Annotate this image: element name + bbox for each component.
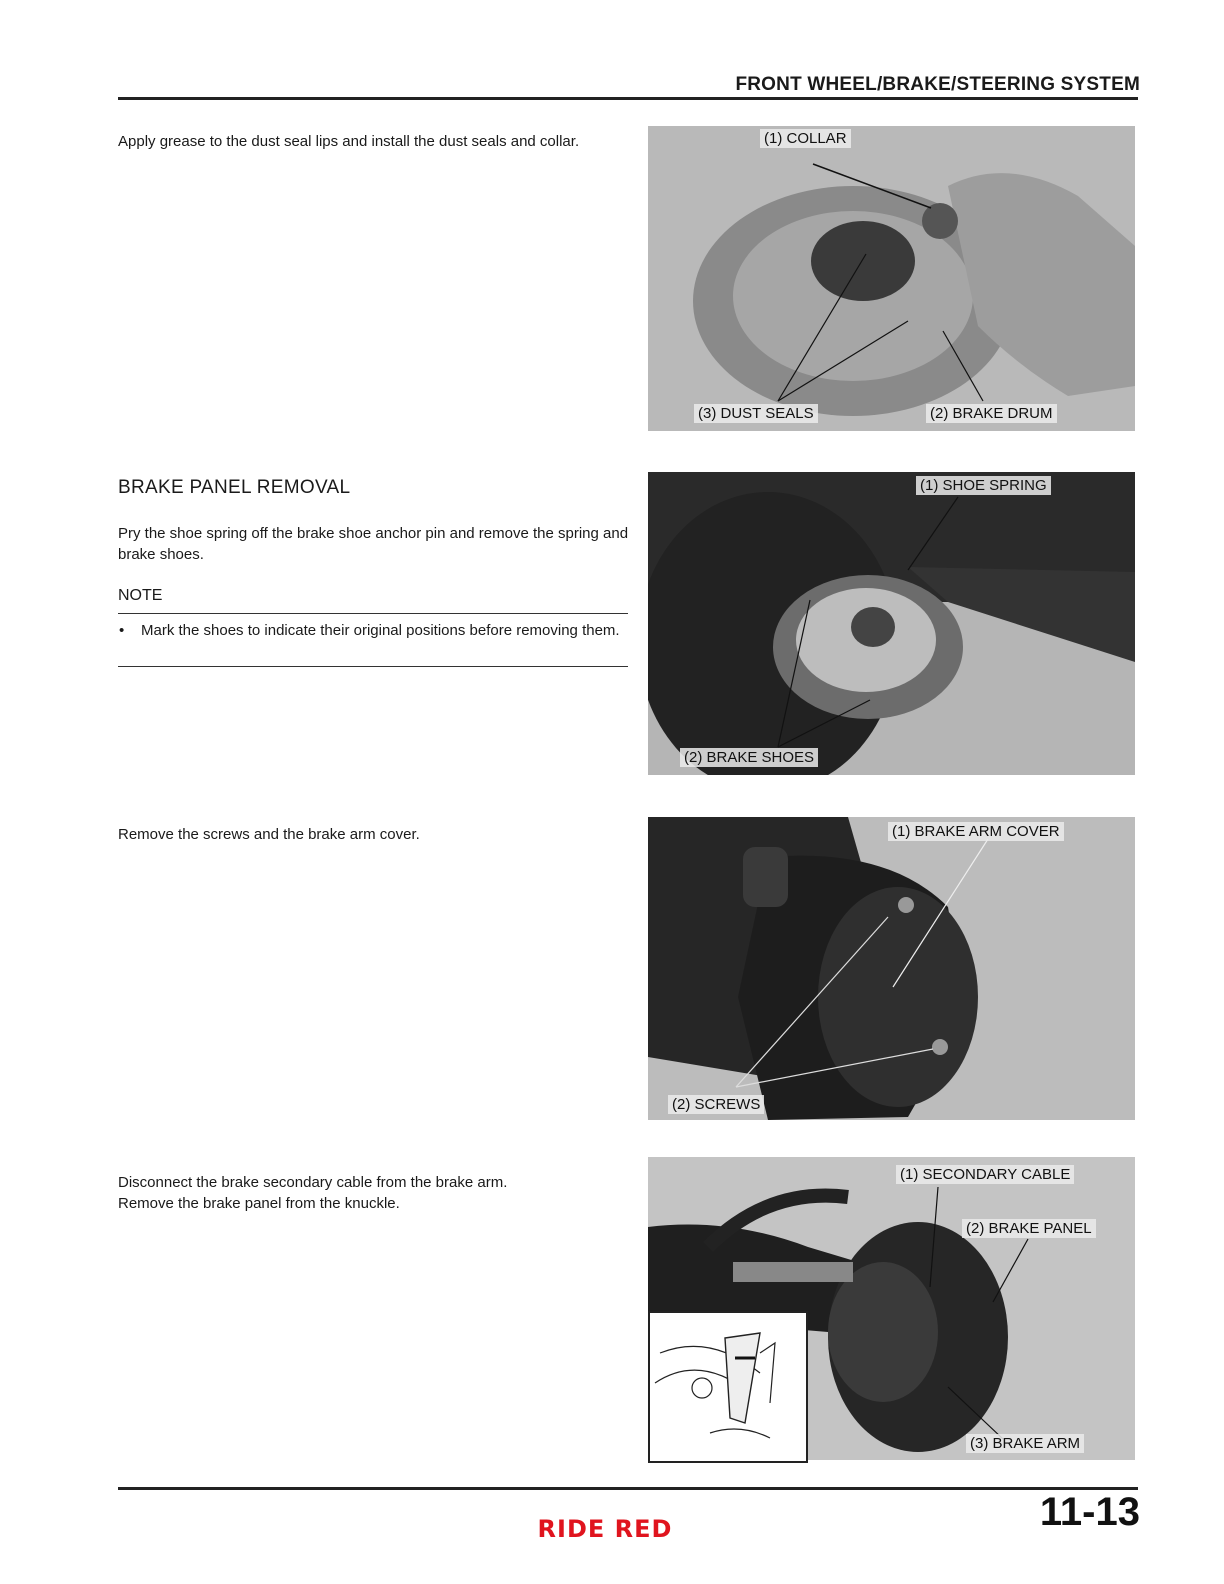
callout-dust-seals: (3) DUST SEALS xyxy=(694,404,818,423)
step-1-text: Apply grease to the dust seal lips and install the dust seals and collar. xyxy=(118,133,580,150)
ride-red-logo: RIDE RED xyxy=(537,1515,673,1543)
callout-shoe-spring: (1) SHOE SPRING xyxy=(916,476,1051,495)
step-3-text: Remove the screws and the brake arm cover. xyxy=(118,826,420,843)
callout-collar: (1) COLLAR xyxy=(760,129,851,148)
callout-brake-panel: (2) BRAKE PANEL xyxy=(962,1219,1096,1238)
brake-arm-detail-inset xyxy=(648,1311,808,1463)
callout-brake-shoes: (2) BRAKE SHOES xyxy=(680,748,818,767)
callout-brake-drum: (2) BRAKE DRUM xyxy=(926,404,1057,423)
header-rule xyxy=(118,97,1138,100)
note-text: Mark the shoes to indicate their original positions before removing them. xyxy=(141,622,620,639)
section-title: FRONT WHEEL/BRAKE/STEERING SYSTEM xyxy=(735,74,1140,95)
step-4-text-line-1: Disconnect the brake secondary cable from the brake arm. xyxy=(118,1174,508,1191)
brake-shoes-illustration xyxy=(648,472,1135,775)
brake-arm-line-drawing xyxy=(650,1313,806,1461)
note-label: NOTE xyxy=(118,587,163,604)
step-2-text: Pry the shoe spring off the brake shoe anchor pin and remove the spring and brake shoes. xyxy=(118,525,629,563)
page-number: 11-13 xyxy=(1039,1490,1140,1534)
brake-drum-illustration xyxy=(648,126,1135,431)
brake-arm-cover-illustration xyxy=(648,817,1135,1120)
callout-brake-arm-cover: (1) BRAKE ARM COVER xyxy=(888,822,1064,841)
note-rule-top xyxy=(118,613,628,614)
brake-panel-removal-heading: BRAKE PANEL REMOVAL xyxy=(118,477,351,498)
photo-shoe-spring xyxy=(648,472,1135,775)
step-4-text-line-2: Remove the brake panel from the knuckle. xyxy=(118,1195,400,1212)
photo-brake-arm-cover xyxy=(648,817,1135,1120)
callout-screws: (2) SCREWS xyxy=(668,1095,764,1114)
photo-collar-dust-seals xyxy=(648,126,1135,431)
note-bullet: • xyxy=(119,622,125,639)
callout-secondary-cable: (1) SECONDARY CABLE xyxy=(896,1165,1074,1184)
callout-brake-arm: (3) BRAKE ARM xyxy=(966,1434,1084,1453)
note-rule-bottom xyxy=(118,666,628,667)
